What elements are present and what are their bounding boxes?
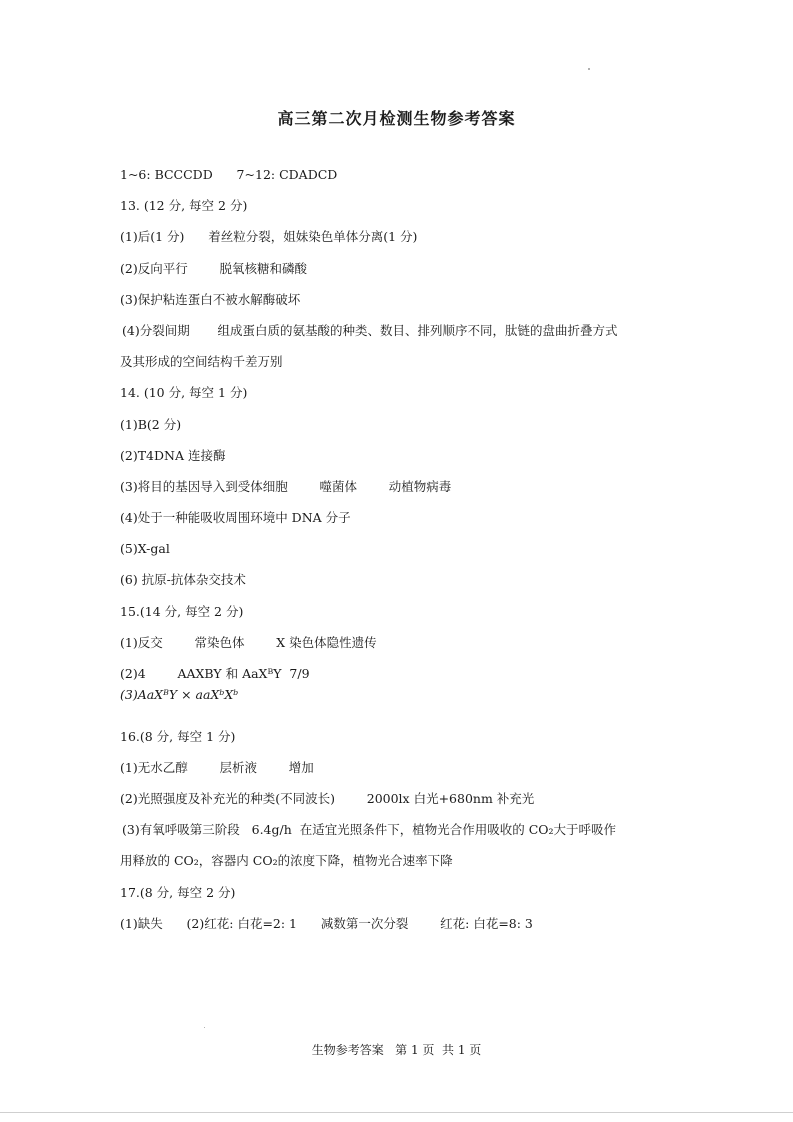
question-15-header: 15.(14 分, 每空 2 分): [120, 604, 244, 619]
question-13-header: 13. (12 分, 每空 2 分): [120, 198, 248, 213]
answer-17: (1)缺失 (2)红花: 白花=2: 1 减数第一次分裂 红花: 白花=8: 3: [120, 916, 533, 931]
answer-14-6: (6) 抗原-抗体杂交技术: [120, 572, 246, 587]
answer-13-2: (2)反向平行 脱氧核糖和磷酸: [120, 261, 307, 276]
answer-16-3: (3)有氧呼吸第三阶段 6.4g/h 在适宜光照条件下，植物光合作用吸收的 CO₂大于呼吸作: [122, 822, 617, 837]
question-14-header: 14. (10 分, 每空 1 分): [120, 385, 248, 400]
answer-13-3: (3)保护粘连蛋白不被水解酶破坏: [120, 292, 301, 307]
speck-mark: [588, 68, 590, 70]
question-17-header: 17.(8 分, 每空 2 分): [120, 885, 236, 900]
answer-15-2: (2)4 AAXBY 和 AaXᴮY 7/9: [120, 666, 310, 681]
answer-13-1: (1)后(1 分) 着丝粒分裂，姐妹染色单体分离(1 分): [120, 229, 418, 244]
answer-14-2: (2)T4DNA 连接酶: [120, 448, 226, 463]
answer-16-2: (2)光照强度及补充光的种类(不同波长) 2000lx 白光+680nm 补充光: [120, 791, 535, 806]
answer-16-1: (1)无水乙醇 层析液 增加: [120, 760, 314, 775]
question-16-header: 16.(8 分, 每空 1 分): [120, 729, 236, 744]
answer-line-mc: 1~6: BCCCDD 7~12: CDADCD: [120, 167, 338, 182]
answer-16-3-cont: 用释放的 CO₂，容器内 CO₂的浓度下降，植物光合速率下降: [120, 853, 453, 868]
speck-mark: [204, 1027, 205, 1028]
answer-14-5: (5)X-gal: [120, 541, 170, 556]
answer-14-1: (1)B(2 分): [120, 417, 182, 432]
answer-14-3: (3)将目的基因导入到受体细胞 噬菌体 动植物病毒: [120, 479, 452, 494]
page-bottom-rule: [0, 1112, 793, 1113]
answer-13-4-cont: 及其形成的空间结构千差万别: [120, 354, 283, 369]
answer-15-1: (1)反交 常染色体 X 染色体隐性遗传: [120, 635, 377, 650]
page-footer: 生物参考答案 第 1 页 共 1 页: [311, 1043, 482, 1057]
answer-13-4: (4)分裂间期 组成蛋白质的氨基酸的种类、数目、排列顺序不同，肽链的盘曲折叠方式: [122, 323, 618, 338]
answer-14-4: (4)处于一种能吸收周围环境中 DNA 分子: [120, 510, 351, 525]
answer-15-3: (3)AaXᴮY × aaXᵇXᵇ: [120, 687, 239, 702]
page-title: 高三第二次月检测生物参考答案: [277, 109, 516, 128]
